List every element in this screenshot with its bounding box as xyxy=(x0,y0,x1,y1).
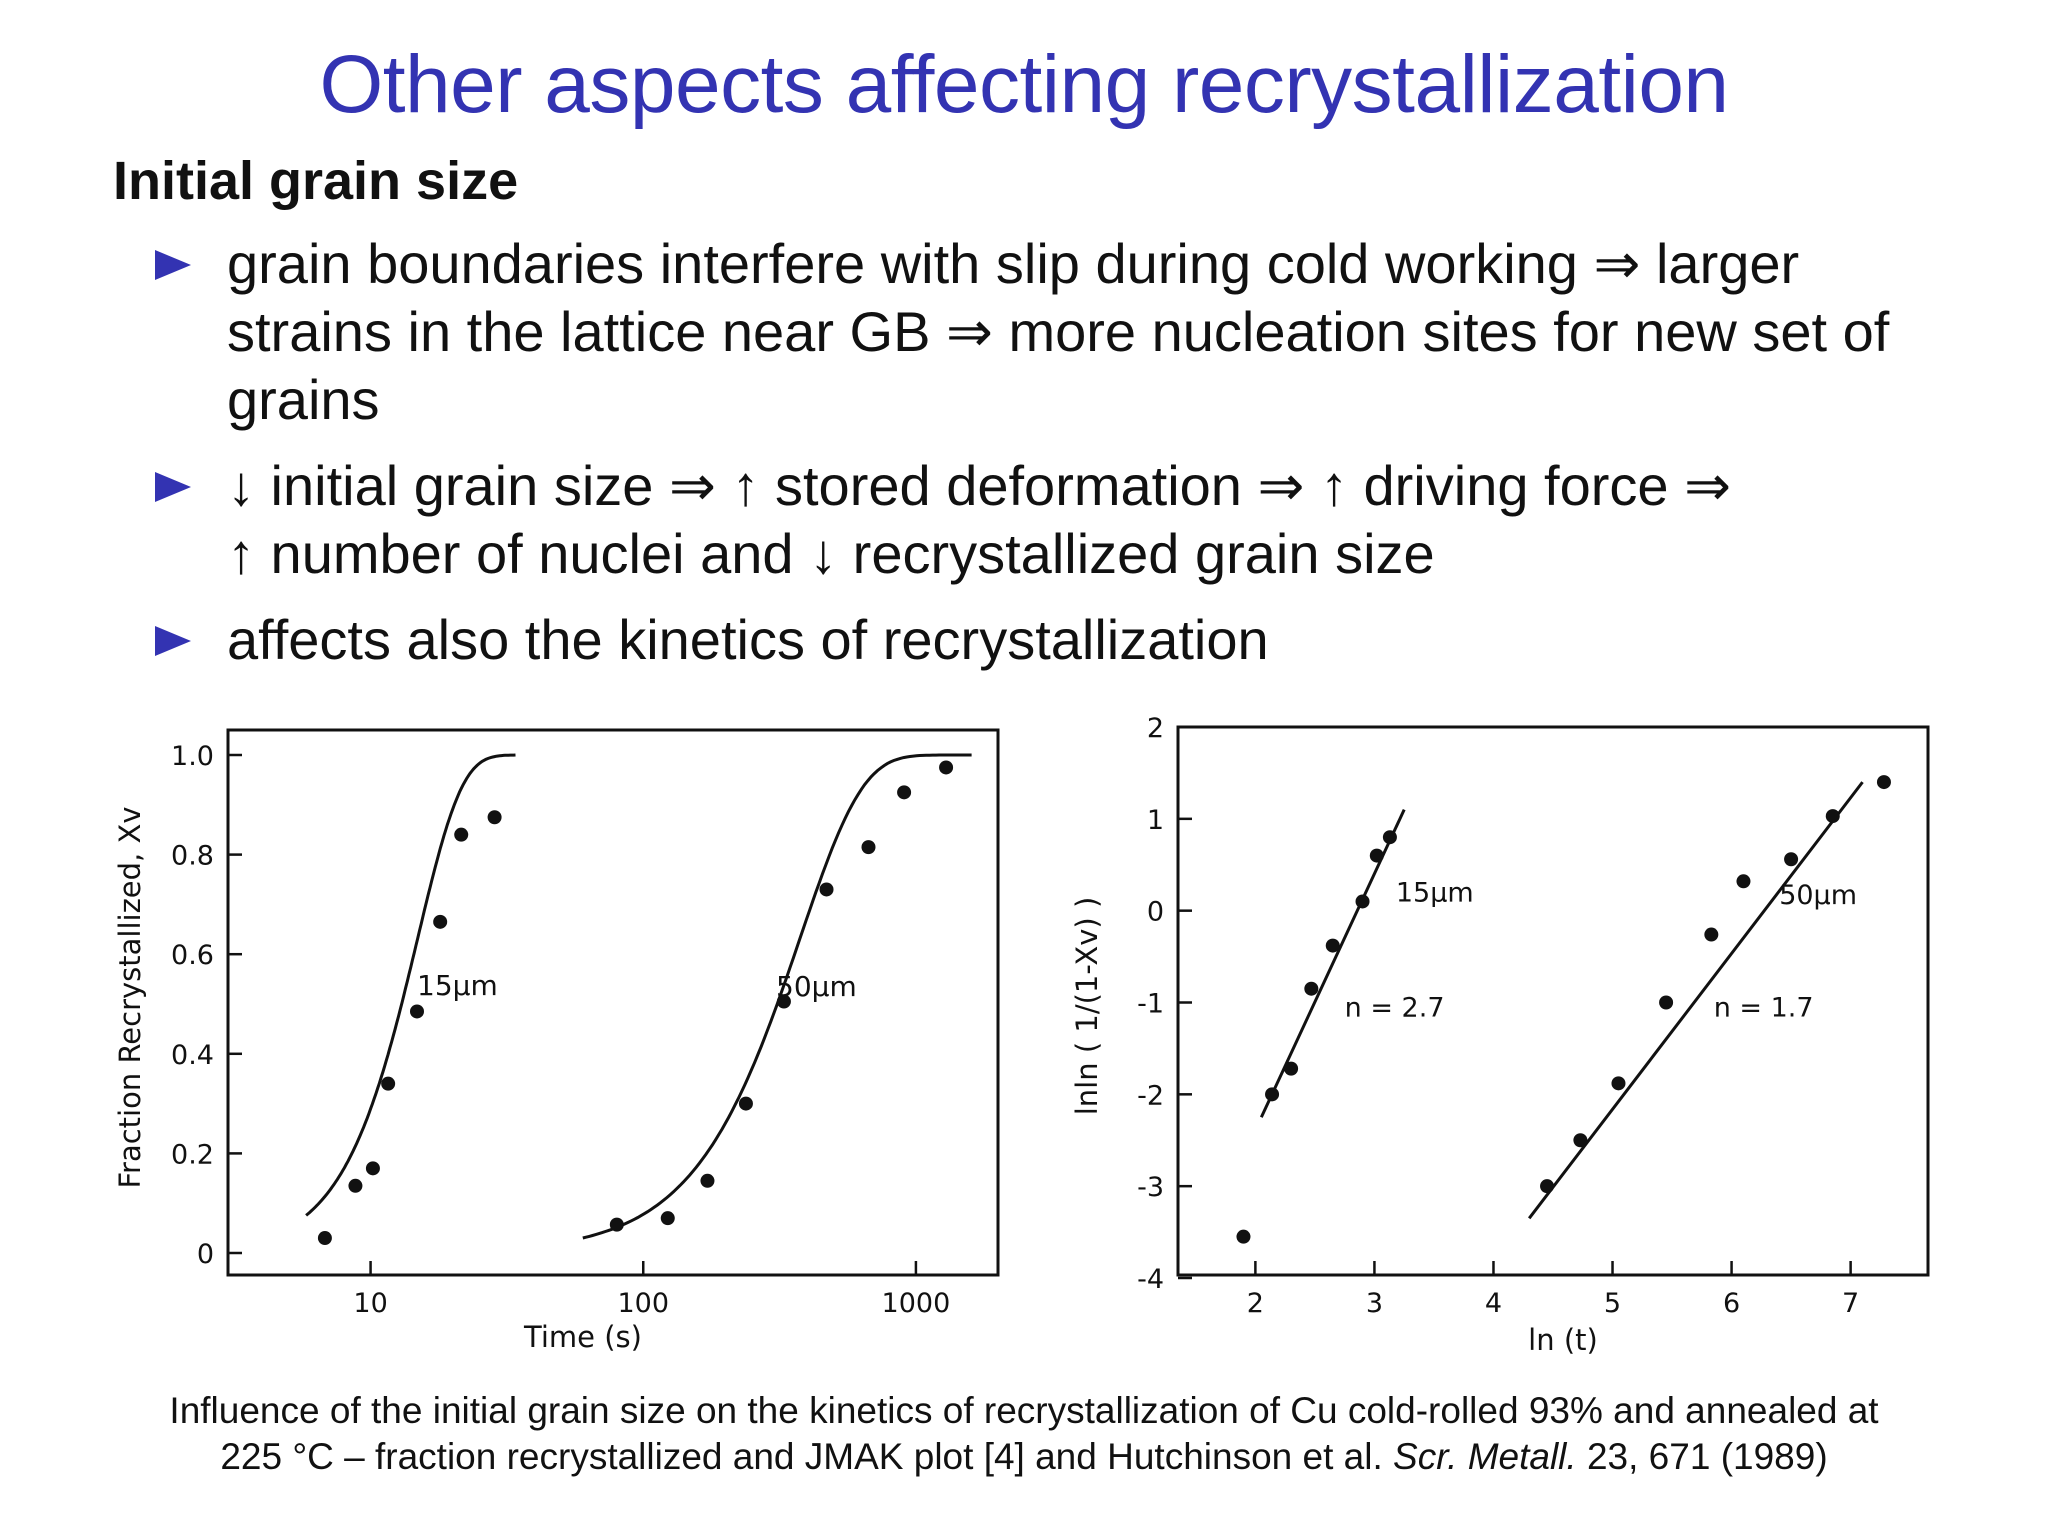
series-label: 50µm xyxy=(1779,880,1858,912)
y-tick-label: 0.6 xyxy=(171,940,214,972)
data-point xyxy=(454,828,468,842)
triangle-bullet-icon xyxy=(155,250,191,280)
data-point xyxy=(1784,852,1798,866)
data-point xyxy=(488,810,502,824)
data-point xyxy=(1236,1230,1250,1244)
data-point xyxy=(381,1077,395,1091)
caption-line-2 xyxy=(0,1434,2048,1480)
caption-journal: Scr. Metall. xyxy=(1393,1436,1577,1477)
caption-line-1: Influence of the initial grain size on the kinetics of recrystallization of Cu cold-rolled 93% and annealed at xyxy=(169,1390,1879,1431)
data-point xyxy=(1284,1062,1298,1076)
y-tick-label: 1 xyxy=(1146,804,1164,836)
data-point xyxy=(820,882,834,896)
data-point xyxy=(1540,1179,1554,1193)
y-axis-label: Fraction Recrystallized, Xv xyxy=(113,806,147,1189)
bullet-line: grain boundaries interfere with slip during cold working ⇒ larger xyxy=(227,232,1800,295)
y-tick-label: 0 xyxy=(1146,896,1164,928)
y-tick-label: -2 xyxy=(1137,1080,1164,1112)
figure-svg xyxy=(110,715,1940,1375)
bullet-line: strains in the lattice near GB ⇒ more nucleation sites for new set of xyxy=(227,300,1890,363)
chart-fraction-recrystallized xyxy=(113,730,998,1354)
data-point xyxy=(861,840,875,854)
data-point xyxy=(610,1218,624,1232)
y-tick-label: -4 xyxy=(1137,1264,1164,1295)
bullet-line: affects also the kinetics of recrystallization xyxy=(227,608,1269,671)
bullet-line: ↓ initial grain size ⇒ ↑ stored deformation ⇒ ↑ driving force ⇒ xyxy=(227,454,1732,517)
y-axis-label: lnln ( 1/(1-Xv) ) xyxy=(1070,896,1104,1116)
data-point xyxy=(410,1004,424,1018)
data-point xyxy=(1659,996,1673,1010)
series-annotation: n = 2.7 xyxy=(1344,992,1445,1024)
bullet-item xyxy=(155,452,1955,588)
x-tick-label: 2 xyxy=(1246,1288,1264,1319)
triangle-bullet-icon xyxy=(155,626,191,656)
y-tick-label: 0.4 xyxy=(171,1039,214,1071)
section-heading: Initial grain size xyxy=(113,151,519,211)
x-axis-label: ln (t) xyxy=(1528,1323,1598,1357)
x-tick-label: 6 xyxy=(1722,1288,1741,1319)
data-point xyxy=(1704,928,1718,942)
y-tick-label: 0 xyxy=(196,1239,214,1270)
caption-text: 225 °C – fraction recrystallized and JMAK plot [4] and Hutchinson et al. xyxy=(220,1436,1394,1477)
bullet-item xyxy=(155,230,1955,434)
chart-jmak-plot xyxy=(1070,715,1928,1357)
data-point xyxy=(1383,830,1397,844)
plot-frame xyxy=(1178,727,1928,1275)
x-tick-label: 4 xyxy=(1484,1288,1503,1319)
caption-text: 23, 671 (1989) xyxy=(1576,1436,1828,1477)
series-label: 50µm xyxy=(776,970,857,1003)
x-tick-label: 5 xyxy=(1603,1288,1622,1319)
data-point xyxy=(939,760,953,774)
y-tick-label: 2 xyxy=(1146,715,1164,744)
bullet-line: grains xyxy=(227,368,380,431)
y-tick-label: -3 xyxy=(1137,1172,1164,1204)
bullet-list xyxy=(155,230,1955,692)
x-tick-label: 100 xyxy=(617,1288,670,1319)
data-point xyxy=(700,1174,714,1188)
data-point xyxy=(366,1161,380,1175)
data-point xyxy=(1326,939,1340,953)
x-tick-label: 7 xyxy=(1842,1288,1860,1319)
y-tick-label: 1.0 xyxy=(171,741,214,772)
y-tick-label: 0.2 xyxy=(171,1139,214,1171)
figure-caption xyxy=(0,1388,2048,1480)
x-tick-label: 10 xyxy=(353,1288,388,1319)
triangle-bullet-icon xyxy=(155,472,191,502)
data-point xyxy=(739,1097,753,1111)
x-tick-label: 1000 xyxy=(881,1288,951,1319)
series-annotation: n = 1.7 xyxy=(1713,992,1814,1024)
data-point xyxy=(1826,809,1840,823)
bullet-item xyxy=(155,606,1955,674)
data-point xyxy=(1265,1087,1279,1101)
data-point xyxy=(348,1179,362,1193)
data-point xyxy=(318,1231,332,1245)
y-tick-label: 0.8 xyxy=(171,840,214,872)
data-point xyxy=(661,1211,675,1225)
data-point xyxy=(1356,894,1370,908)
plot-frame xyxy=(228,730,998,1275)
data-point xyxy=(1370,849,1384,863)
x-axis-label: Time (s) xyxy=(524,1320,642,1354)
data-point xyxy=(1736,874,1750,888)
data-point xyxy=(433,915,447,929)
x-tick-label: 3 xyxy=(1365,1288,1384,1319)
data-point xyxy=(1573,1133,1587,1147)
data-point xyxy=(897,785,911,799)
slide-title: Other aspects affecting recrystallization xyxy=(319,39,1729,130)
bullet-line: ↑ number of nuclei and ↓ recrystallized grain size xyxy=(227,522,1435,585)
series-label: 15µm xyxy=(417,969,498,1002)
y-tick-label: -1 xyxy=(1137,988,1164,1020)
figure xyxy=(110,715,1940,1375)
data-point xyxy=(1877,775,1891,789)
series-label: 15µm xyxy=(1395,877,1474,909)
data-point xyxy=(1304,982,1318,996)
data-point xyxy=(1611,1076,1625,1090)
